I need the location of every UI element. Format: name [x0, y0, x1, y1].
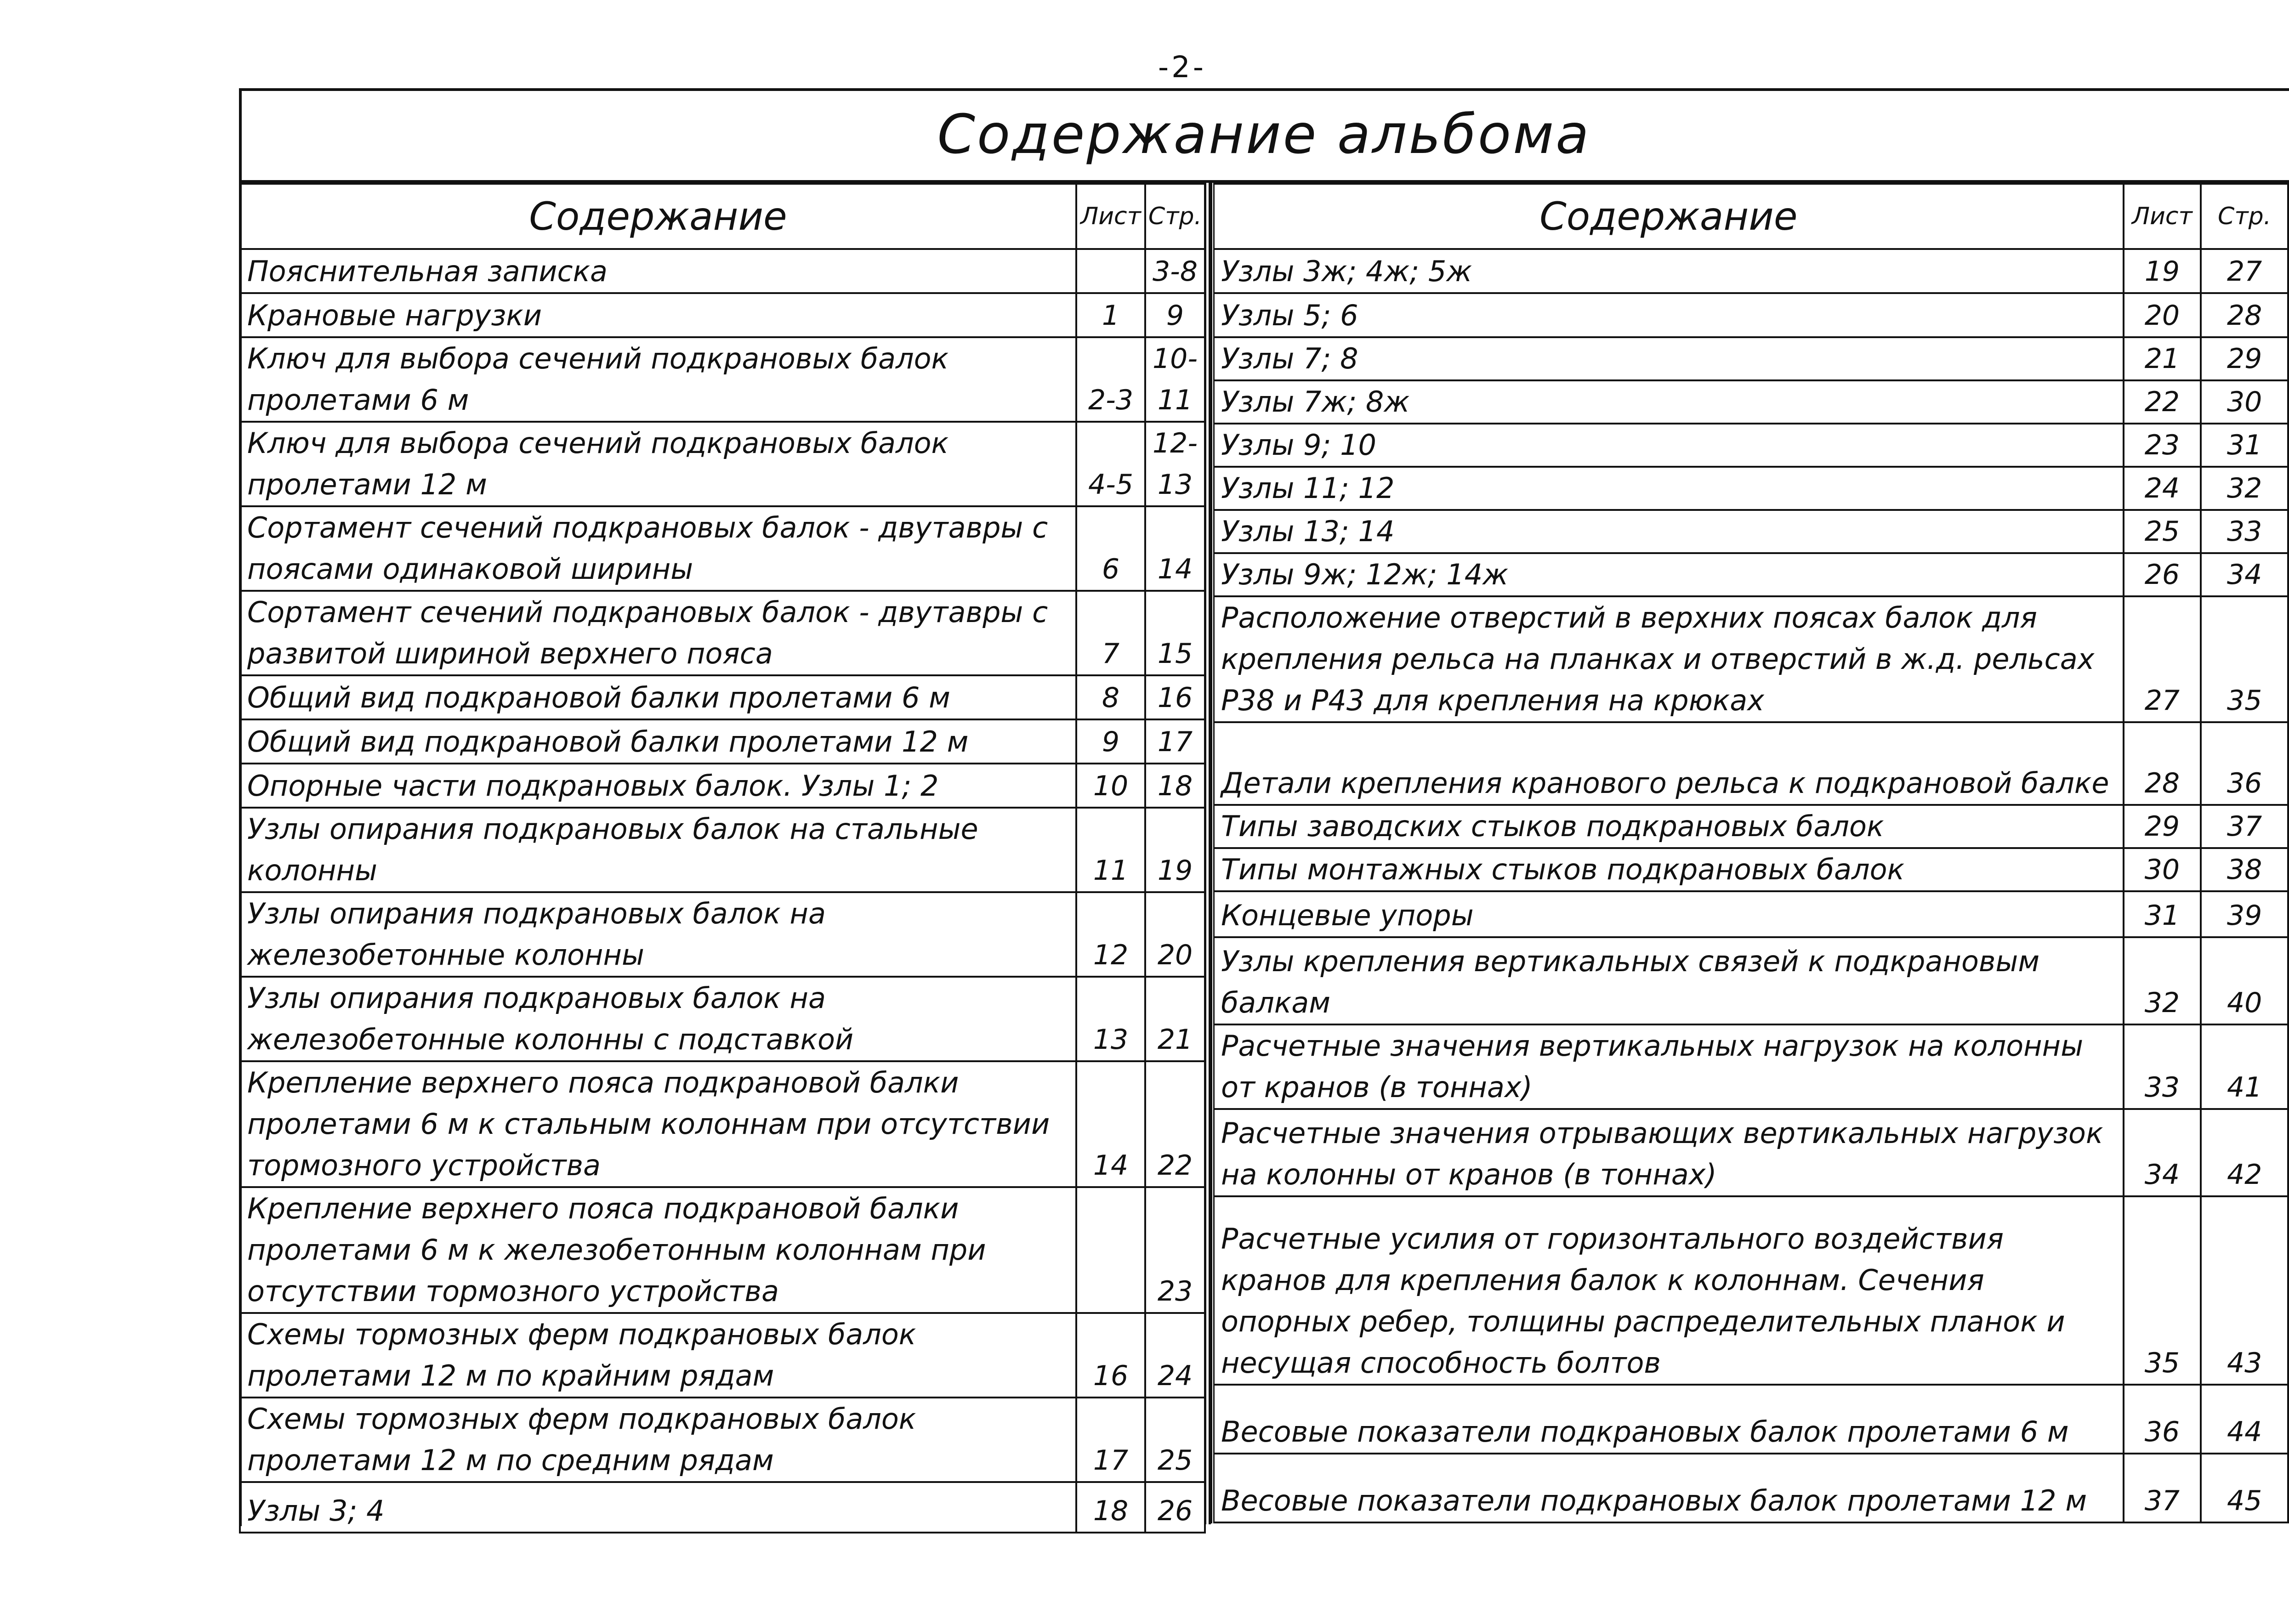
sheet-cell: 18: [1076, 1482, 1145, 1533]
table-row: [1213, 1109, 2288, 1196]
table-row: [1213, 937, 2288, 1024]
table-row: [1213, 891, 2288, 937]
page-cell: 19: [1145, 808, 1205, 892]
sheet-cell: 13: [1076, 977, 1145, 1061]
sheet-cell: 17: [1076, 1398, 1145, 1482]
content-cell: Весовые показатели подкрановых балок пролетами 12 м: [1213, 1454, 2124, 1522]
content-cell: Общий вид подкрановой балки пролетами 12 м: [240, 719, 1076, 764]
page-cell: 18: [1145, 764, 1205, 808]
content-cell: Крепление верхнего пояса подкрановой балки пролетами 6 м к железобетонным колоннам при отсутствии тормозного устройства: [240, 1187, 1076, 1313]
content-header: Содержание: [240, 184, 1076, 249]
sheet-cell: [1076, 1187, 1145, 1313]
table-header-row: [240, 184, 1205, 249]
table-header-row: [1213, 184, 2288, 249]
table-row: [240, 422, 1205, 506]
page-cell: 32: [2201, 467, 2288, 510]
content-cell: Узлы 7; 8: [1213, 337, 2124, 380]
table-row: [1213, 380, 2288, 424]
table-row: [240, 293, 1205, 337]
table-row: [240, 337, 1205, 422]
table-row: [1213, 1024, 2288, 1109]
table-row: [1213, 337, 2288, 380]
content-cell: Узлы опирания подкрановых балок на железобетонные колонны: [240, 892, 1076, 977]
page-cell: 30: [2201, 380, 2288, 424]
sheet-cell: 21: [2124, 337, 2201, 380]
content-cell: Типы заводских стыков подкрановых балок: [1213, 805, 2124, 848]
page-cell: 17: [1145, 719, 1205, 764]
content-cell: Узлы опирания подкрановых балок на стальные колонны: [240, 808, 1076, 892]
album-title: Содержание альбома: [239, 88, 2289, 183]
table-row: [240, 506, 1205, 591]
sheet-cell: 9: [1076, 719, 1145, 764]
sheet-cell: 29: [2124, 805, 2201, 848]
table-row: [240, 1482, 1205, 1533]
sheet-cell: 32: [2124, 937, 2201, 1024]
table-row: [1213, 510, 2288, 553]
sheet-cell: 26: [2124, 553, 2201, 596]
sheet-cell: 10: [1076, 764, 1145, 808]
content-cell: Узлы 9ж; 12ж; 14ж: [1213, 553, 2124, 596]
content-cell: Схемы тормозных ферм подкрановых балок пролетами 12 м по крайним рядам: [240, 1313, 1076, 1398]
content-cell: Сортамент сечений подкрановых балок - двутавры с поясами одинаковой ширины: [240, 506, 1076, 591]
content-cell: Крановые нагрузки: [240, 293, 1076, 337]
table-row: [1213, 249, 2288, 293]
sheet-cell: 23: [2124, 424, 2201, 467]
table-row: [240, 1398, 1205, 1482]
content-cell: Расчетные значения вертикальных нагрузок на колонны от кранов (в тоннах): [1213, 1024, 2124, 1109]
table-row: [1213, 424, 2288, 467]
page-cell: 15: [1145, 591, 1205, 675]
page-cell: 42: [2201, 1109, 2288, 1196]
page-cell: 38: [2201, 848, 2288, 891]
sheet-cell: 12: [1076, 892, 1145, 977]
content-cell: Схемы тормозных ферм подкрановых балок пролетами 12 м по средним рядам: [240, 1398, 1076, 1482]
page-cell: 35: [2201, 596, 2288, 722]
content-cell: Узлы 13; 14: [1213, 510, 2124, 553]
sheet-cell: 22: [2124, 380, 2201, 424]
sheet-cell: 2-3: [1076, 337, 1145, 422]
content-cell: Узлы 9; 10: [1213, 424, 2124, 467]
content-cell: Ключ для выбора сечений подкрановых балок пролетами 12 м: [240, 422, 1076, 506]
table-row: [1213, 848, 2288, 891]
page-cell: 21: [1145, 977, 1205, 1061]
table-row: [1213, 293, 2288, 337]
page-header: Стр.: [2201, 184, 2288, 249]
page-cell: 43: [2201, 1196, 2288, 1385]
content-cell: Сортамент сечений подкрановых балок - двутавры с развитой шириной верхнего пояса: [240, 591, 1076, 675]
page-cell: 3-8: [1145, 249, 1205, 293]
sheet-cell: 20: [2124, 293, 2201, 337]
content-cell: Узлы 3; 4: [240, 1482, 1076, 1533]
sheet-cell: 36: [2124, 1385, 2201, 1454]
table-row: [240, 764, 1205, 808]
page-cell: 28: [2201, 293, 2288, 337]
page-cell: 9: [1145, 293, 1205, 337]
table-row: [1213, 805, 2288, 848]
sheet-cell: 27: [2124, 596, 2201, 722]
page-cell: 29: [2201, 337, 2288, 380]
table-row: [240, 675, 1205, 719]
table-row: [1213, 553, 2288, 596]
sheet-cell: 24: [2124, 467, 2201, 510]
page-cell: 39: [2201, 891, 2288, 937]
sheet-cell: 1: [1076, 293, 1145, 337]
sheet-cell: 35: [2124, 1196, 2201, 1385]
table-row: [240, 892, 1205, 977]
sheet-cell: 14: [1076, 1061, 1145, 1187]
content-cell: Расположение отверстий в верхних поясах балок для крепления рельса на планках и отверстий в ж.д. рельсах Р38 и Р43 для крепления на крюках: [1213, 596, 2124, 722]
table-row: [1213, 596, 2288, 722]
content-cell: Концевые упоры: [1213, 891, 2124, 937]
content-cell: Узлы 5; 6: [1213, 293, 2124, 337]
sheet-cell: 19: [2124, 249, 2201, 293]
content-cell: Расчетные усилия от горизонтального воздействия кранов для крепления балок к колоннам. Сечения опорных ребер, толщины распределительных планок и несущая способность болтов: [1213, 1196, 2124, 1385]
page-cell: 36: [2201, 722, 2288, 805]
sheet-cell: 33: [2124, 1024, 2201, 1109]
table-row: [240, 1187, 1205, 1313]
sheet-cell: 37: [2124, 1454, 2201, 1522]
sheet-cell: 30: [2124, 848, 2201, 891]
page-cell: 23: [1145, 1187, 1205, 1313]
page-cell: 14: [1145, 506, 1205, 591]
table-row: [1213, 467, 2288, 510]
page-cell: 27: [2201, 249, 2288, 293]
table-row: [1213, 1454, 2288, 1522]
content-cell: Опорные части подкрановых балок. Узлы 1; 2: [240, 764, 1076, 808]
table-row: [240, 1061, 1205, 1187]
contents-table-right: [1211, 183, 2289, 1523]
page-cell: 41: [2201, 1024, 2288, 1109]
table-row: [240, 719, 1205, 764]
table-row: [1213, 1196, 2288, 1385]
page-header: Стр.: [1145, 184, 1205, 249]
table-row: [240, 977, 1205, 1061]
page-cell: 12-13: [1145, 422, 1205, 506]
sheet-header: Лист: [2124, 184, 2201, 249]
table-row: [240, 249, 1205, 293]
content-cell: Пояснительная записка: [240, 249, 1076, 293]
table-row: [240, 808, 1205, 892]
page-cell: 34: [2201, 553, 2288, 596]
table-row: [240, 1313, 1205, 1398]
table-row: [240, 591, 1205, 675]
page-cell: 25: [1145, 1398, 1205, 1482]
sheet-cell: 4-5: [1076, 422, 1145, 506]
page-cell: 37: [2201, 805, 2288, 848]
content-cell: Узлы 11; 12: [1213, 467, 2124, 510]
page-cell: 26: [1145, 1482, 1205, 1533]
sheet-cell: 6: [1076, 506, 1145, 591]
contents-table-left: [239, 183, 1206, 1533]
content-cell: Крепление верхнего пояса подкрановой балки пролетами 6 м к стальным колоннам при отсутствии тормозного устройства: [240, 1061, 1076, 1187]
sheet-cell: 28: [2124, 722, 2201, 805]
page-cell: 33: [2201, 510, 2288, 553]
page-cell: 24: [1145, 1313, 1205, 1398]
page-cell: 20: [1145, 892, 1205, 977]
content-cell: Весовые показатели подкрановых балок пролетами 6 м: [1213, 1385, 2124, 1454]
sheet-cell: 11: [1076, 808, 1145, 892]
content-cell: Типы монтажных стыков подкрановых балок: [1213, 848, 2124, 891]
content-cell: Узлы крепления вертикальных связей к подкрановым балкам: [1213, 937, 2124, 1024]
content-cell: Узлы опирания подкрановых балок на железобетонные колонны с подставкой: [240, 977, 1076, 1061]
content-cell: Узлы 3ж; 4ж; 5ж: [1213, 249, 2124, 293]
page-cell: 45: [2201, 1454, 2288, 1522]
sheet-cell: 7: [1076, 591, 1145, 675]
sheet-cell: 34: [2124, 1109, 2201, 1196]
table-row: [1213, 1385, 2288, 1454]
page-cell: 10-11: [1145, 337, 1205, 422]
sheet-cell: 25: [2124, 510, 2201, 553]
content-cell: Расчетные значения отрывающих вертикальных нагрузок на колонны от кранов (в тоннах): [1213, 1109, 2124, 1196]
sheet-cell: [1076, 249, 1145, 293]
sheet-header: Лист: [1076, 184, 1145, 249]
page-number: -2-: [1158, 51, 1206, 85]
content-cell: Ключ для выбора сечений подкрановых балок пролетами 6 м: [240, 337, 1076, 422]
content-cell: Узлы 7ж; 8ж: [1213, 380, 2124, 424]
page-cell: 31: [2201, 424, 2288, 467]
table-row: [1213, 722, 2288, 805]
page-cell: 40: [2201, 937, 2288, 1024]
content-cell: Общий вид подкрановой балки пролетами 6 м: [240, 675, 1076, 719]
sheet-cell: 8: [1076, 675, 1145, 719]
page-cell: 44: [2201, 1385, 2288, 1454]
content-header: Содержание: [1213, 184, 2124, 249]
content-cell: Детали крепления кранового рельса к подкрановой балке: [1213, 722, 2124, 805]
page-cell: 16: [1145, 675, 1205, 719]
sheet-cell: 31: [2124, 891, 2201, 937]
page-cell: 22: [1145, 1061, 1205, 1187]
sheet-cell: 16: [1076, 1313, 1145, 1398]
